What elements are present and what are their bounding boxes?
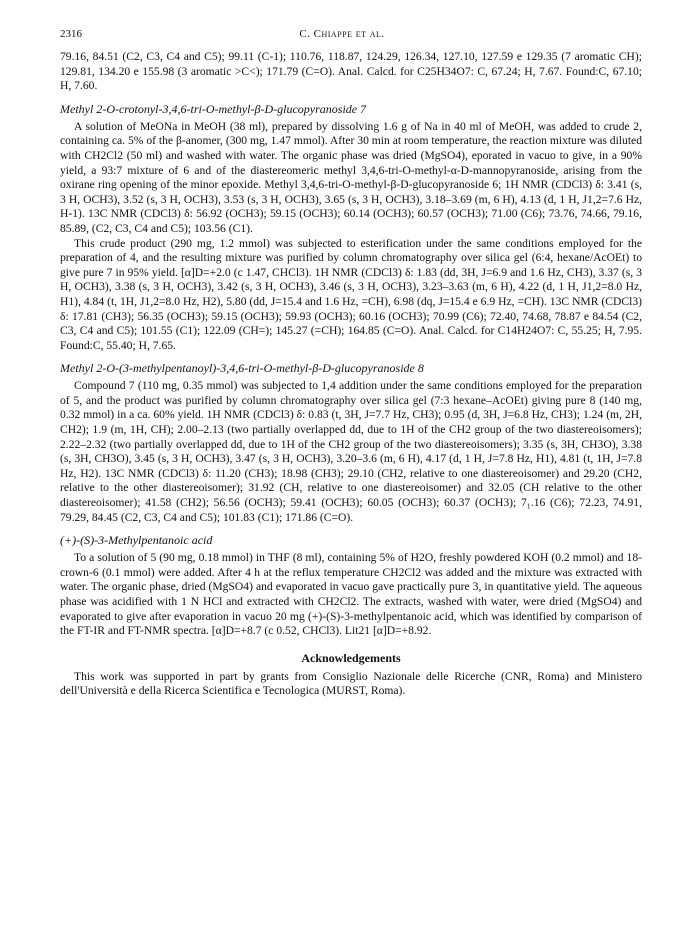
paragraph-methylpentanoic-acid: To a solution of 5 (90 mg, 0.18 mmol) in THF (8 ml), containing 5% of H2O, freshly powdered KOH (0.2 mmol) and 18-crown-6 (0.1 mmol) were added. After 4 h at the reflux temperature CH2Cl2 was added and the mixture was extracted with water. The organic phase, dried (MgSO4) and evaporated in vacuo gave practically pure 3, in quantitative yield. The aqueous phase was acidified with 1 N HCl and extracted with CH2Cl2. The extracts, washed with water, were dried (MgSO4) and evaporated to give after evaporation in vacuo 20 mg (+)-(S)-3-methylpentanoic acid, which was identified by comparison of the FT-IR and FT-NMR spectra. [α]D=+8.7 (c 0.52, CHCl3). Lit21 [α]D=+8.92.	[60, 551, 642, 638]
section-heading-compound-8: Methyl 2-O-(3-methylpentanoyl)-3,4,6-tri-O-methyl-β-D-glucopyranoside 8	[60, 361, 424, 376]
paragraph-nmr-continuation: 79.16, 84.51 (C2, C3, C4 and C5); 99.11 (C-1); 110.76, 118.87, 124.29, 126.34, 127.10, 127.59 e 129.35 (7 aromatic CH); 129.81, 134.20 e 155.98 (3 aromatic >C<); 171.79 (C=O). Anal. Calcd. for C25H34O7: C, 67.24; H, 7.67. Found:C, 67.10; H, 7.60.	[60, 50, 642, 93]
acknowledgements-heading: Acknowledgements	[301, 650, 401, 665]
paragraph-compound-8: Compound 7 (110 mg, 0.35 mmol) was subjected to 1,4 addition under the same conditions employed for the preparation of 5, and the product was purified by column chromatography over silica gel (7:3 hexane–AcOEt) giving pure 8 (140 mg, 0.32 mmol) in a ca. 60% yield. 1H NMR (CDCl3) δ: 0.83 (t, 3H, J=7.7 Hz, CH3); 0.95 (d, 3H, J=6.8 Hz, CH3); 1.24 (m, 2H, CH2); 1.9 (m, 1H, CH); 2.00–2.13 (two partially overlapped dd, due to 1H of the CH2 group of the two diastereoisomers); 2.22–2.32 (two partially overlapped dd, due to 1H of the CH2 group of the two diastereoisomers); 3.35 (s, 3H, CH3O), 3.38 (s, 3H, CH3O), 3.45 (s, 3 H, OCH3), 3.47 (s, 3 H, OCH3), 3.20–3.6 (m, 6 H), 4.17 (d, 1 H, J=7.8 Hz, H1), 4.81 (t, 1H, J=7.8 Hz, H2). 13C NMR (CDCl3) δ: 11.20 (CH3); 18.98 (CH3); 29.10 (CH2, relative to one diastereoisomer) and 29.20 (CH2, relative to the other diastereoisomer); 31.92 (CH, relative to one diastereoisomer) and 32.05 (CH relative to the other diastereoisomer); 41.58 (CH2); 56.56 (OCH3); 59.41 (OCH3); 60.05 (OCH3); 60.37 (OCH3); 7₁.16 (C6); 72.23, 74.91, 79.29, 84.45 (C2, C3, C4 and C5); 101.83 (C1); 171.86 (C=O).	[60, 379, 642, 524]
acknowledgements-text: This work was supported in part by grants from Consiglio Nazionale delle Ricerche (CNR, Roma) and Ministero dell'Università e della Ricerca Scientifica e Tecnologica (MURST, Roma).	[60, 669, 642, 698]
running-title: C. Chiappe et al.	[299, 28, 385, 40]
paragraph-compound-7-esterification: This crude product (290 mg, 1.2 mmol) was subjected to esterification under the same conditions employed for the preparation of 4, and the resulting mixture was purified by column chromatography over silica gel (6:4, hexane/AcOEt) to give pure 7 in 95% yield. [α]D=+2.0 (c 1.47, CHCl3). 1H NMR (CDCl3) δ: 1.83 (dd, 3H, J=6.9 and 1.6 Hz, CH3), 3.37 (s, 3 H, OCH3), 3.38 (s, 3 H, OCH3), 3.42 (s, 3 H, OCH3), 3.46 (s, 3 H, OCH3), 3.23–3.63 (m, 6 H), 4.22 (d, 1 H, J1,2=8.0 Hz, H1), 4.84 (t, 1H, J1,2=8.0 Hz, H2), 5.80 (dd, J=15.4 and 1.6 Hz, =CH), 6.98 (dq, J=15.4 e 6.9 Hz, =CH). 13C NMR (CDCl3) δ: 17.81 (CH3); 56.35 (OCH3); 59.15 (OCH3); 59.93 (OCH3); 60.16 (OCH3); 70.99 (C6); 72.40, 74.68, 78.87 e 84.54 (C2, C3, C4 and C5); 101.55 (C1); 122.09 (CH=); 145.27 (=CH); 164.85 (C=O). Anal. Calcd. for C14H24O7: C, 55.25; H, 7.95. Found:C, 55.40; H, 7.65.	[60, 236, 642, 352]
section-heading-methylpentanoic-acid: (+)-(S)-3-Methylpentanoic acid	[60, 533, 213, 548]
section-heading-compound-7: Methyl 2-O-crotonyl-3,4,6-tri-O-methyl-β-D-glucopyranoside 7	[60, 101, 367, 116]
running-header	[60, 28, 642, 40]
paragraph-compound-6-prep: A solution of MeONa in MeOH (38 ml), prepared by dissolving 1.6 g of Na in 40 ml of MeOH, was added to crude 2, containing ca. 5% of the β-anomer, (300 mg, 1.47 mmol). After 30 min at room temperature, the reaction mixture was diluted with CH2Cl2 (50 ml) and washed with water. The organic phase was dried (MgSO4), eporated in vacuo to give, in a 90% yield, a 93:7 mixture of 6 and of the diastereomeric methyl 3,4,6-tri-O-methyl-α-D-mannopyranoside, arising from the oxirane ring opening of the minor epoxide. Methyl 3,4,6-tri-O-methyl-β-D-glucopyranoside 6; 1H NMR (CDCl3) δ: 3.41 (s, 3 H, OCH3), 3.52 (s, 3 H, OCH3), 3.53 (s, 3 H, OCH3), 3.65 (s, 3 H, OCH3), 3.18–3.69 (m, 6 H), 4.13 (d, 1 H, J1,2=7.6 Hz, H-1). 13C NMR (CDCl3) δ: 56.92 (OCH3); 59.15 (OCH3); 60.14 (OCH3); 60.57 (OCH3); 71.00 (C6); 73.76, 74.66, 79.16, 85.89, (C2, C3, C4 and C5); 103.56 (C1).	[60, 119, 642, 235]
page-number: 2316	[60, 28, 82, 40]
